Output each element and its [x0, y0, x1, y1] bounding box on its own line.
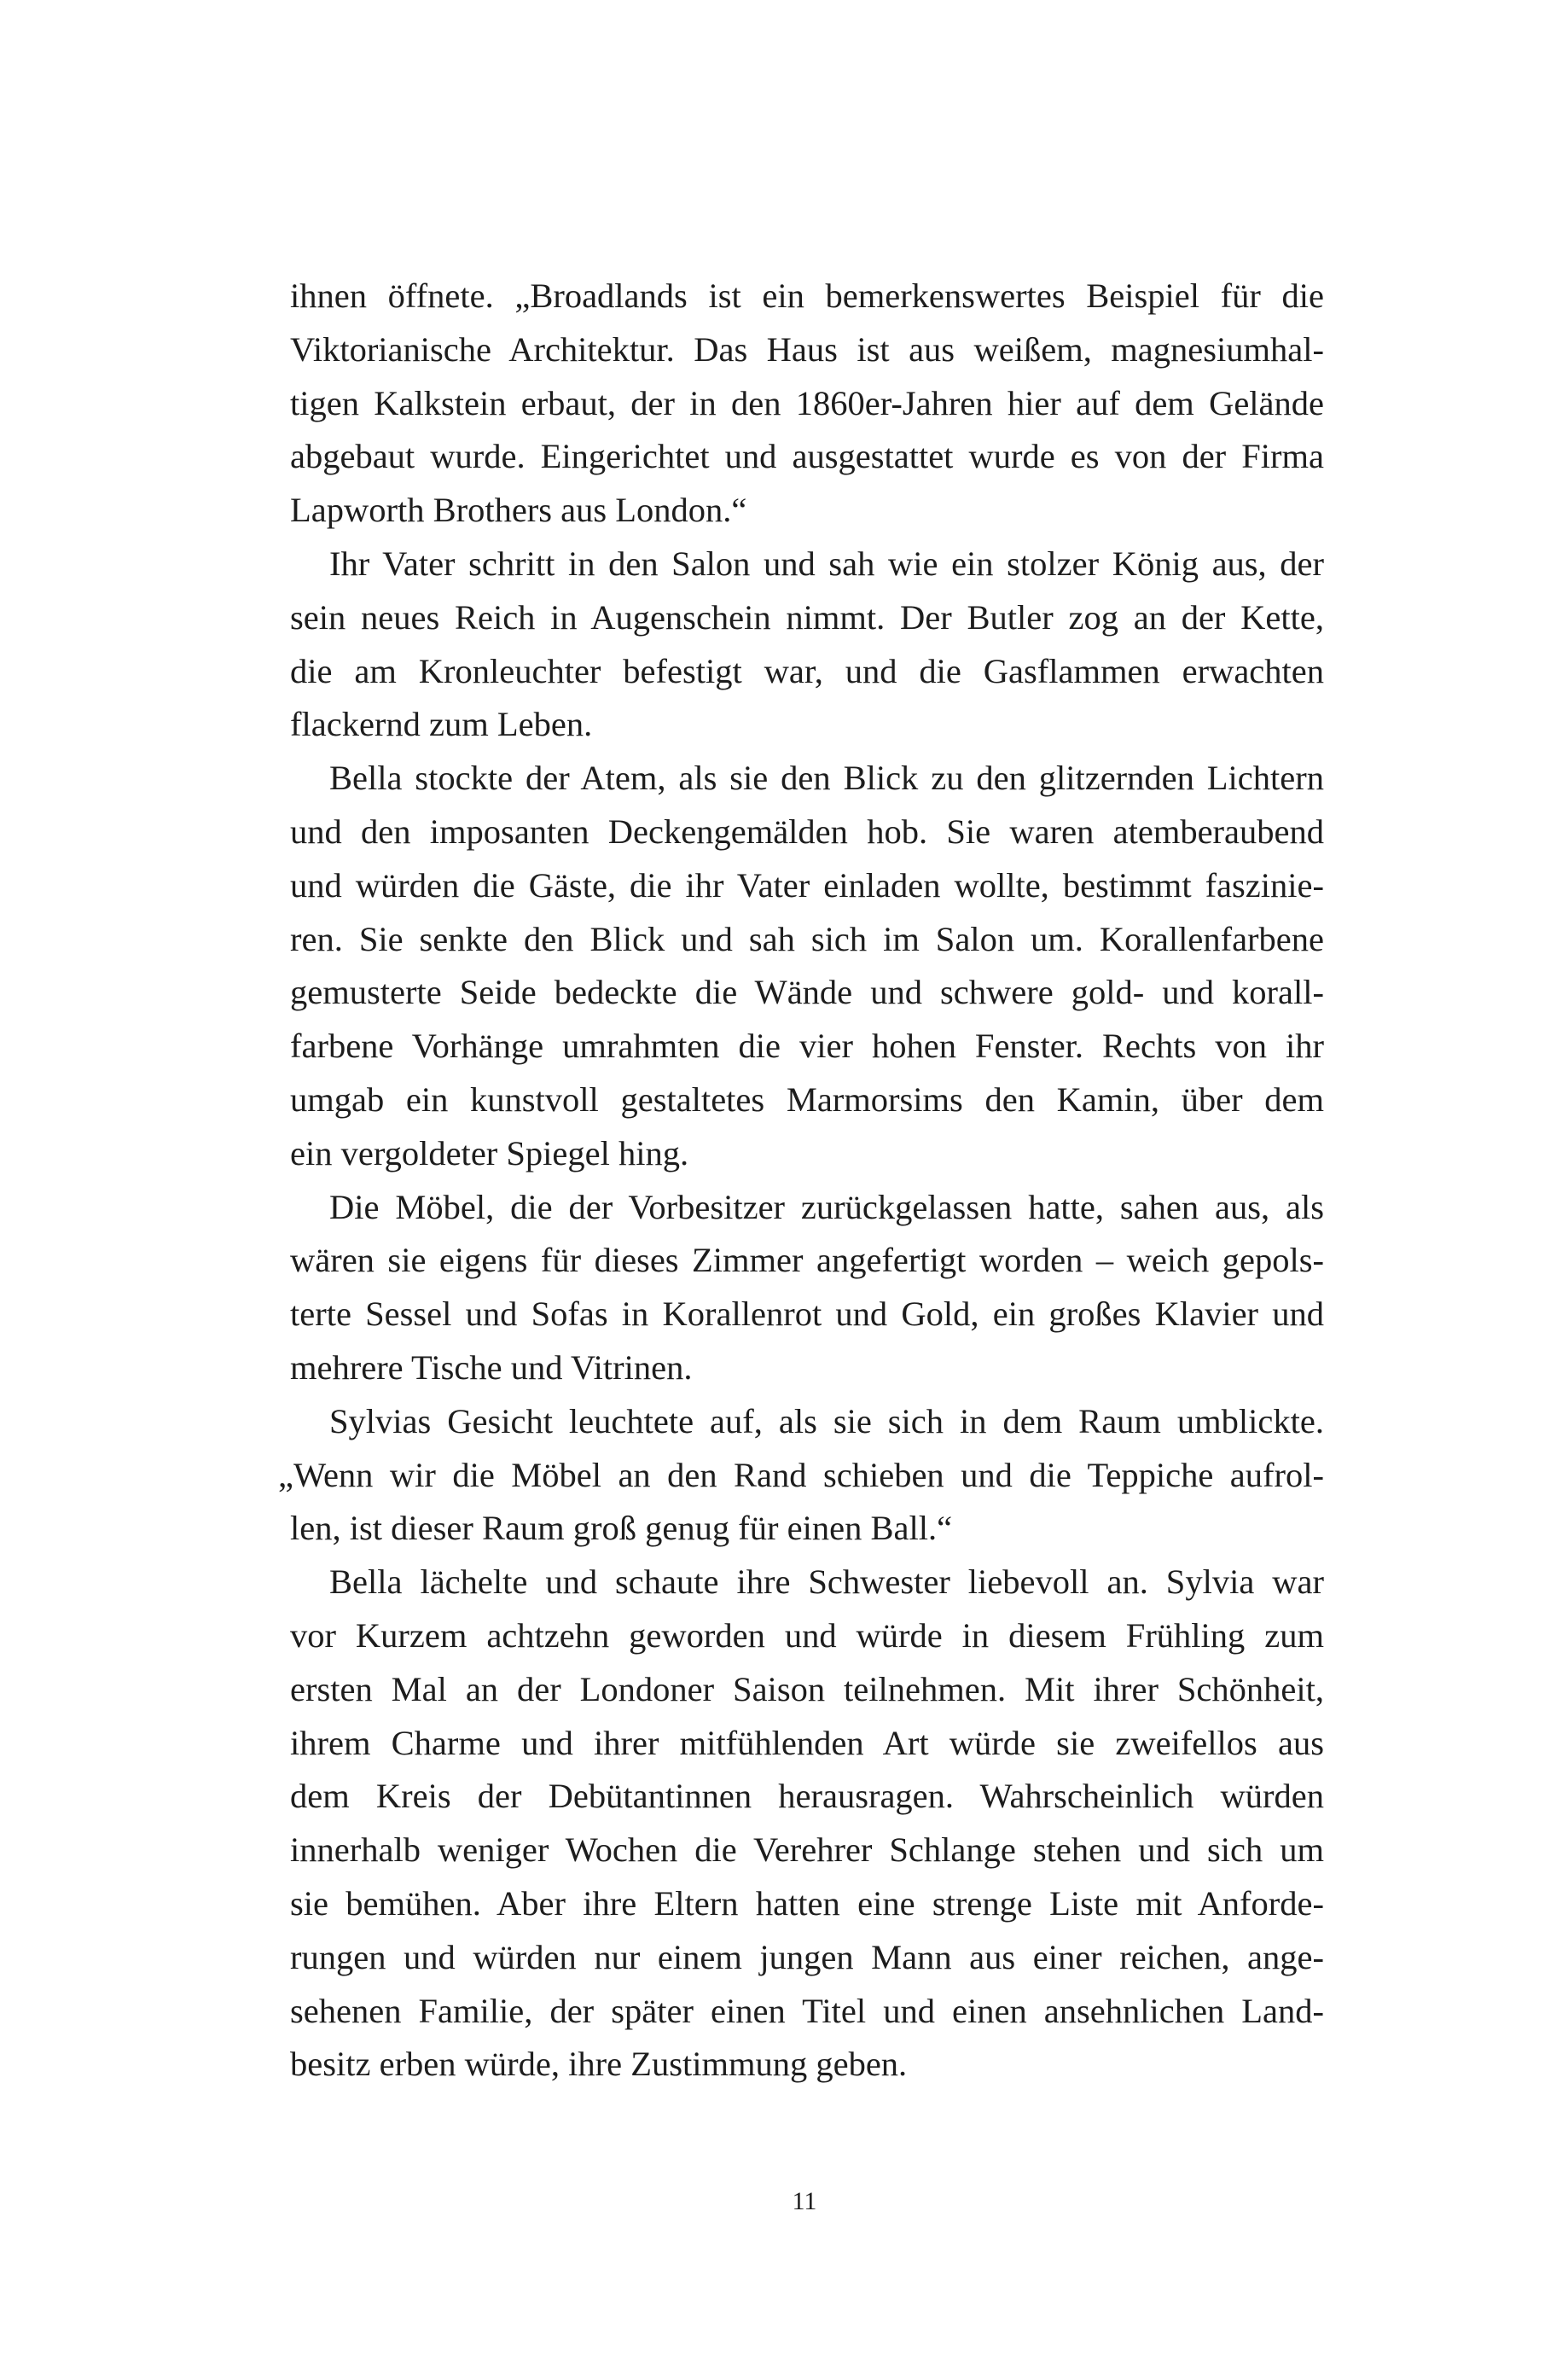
- text-line: ihnen öffnete. „Broadlands ist ein bemerkenswertes Beispiel für die: [290, 276, 1324, 315]
- paragraph: [290, 538, 1324, 752]
- text-line: len, ist dieser Raum groß genug für einen Ball.“: [290, 1509, 953, 1548]
- text-line: die am Kronleuchter befestigt war, und die Gasflammen erwachten: [290, 651, 1324, 690]
- text-line: gemusterte Seide bedeckte die Wände und schwere gold- und korall-: [290, 973, 1324, 1012]
- text-line: wären sie eigens für dieses Zimmer angefertigt worden – weich gepols-: [290, 1241, 1324, 1280]
- paragraph: [290, 270, 1324, 538]
- body-text: [278, 270, 1324, 2092]
- text-line: ihrem Charme und ihrer mitfühlenden Art würde sie zweifellos aus: [290, 1723, 1324, 1762]
- text-line: Lapworth Brothers aus London.“: [290, 491, 747, 530]
- paragraph: [290, 752, 1324, 1180]
- paragraph: [290, 1181, 1324, 1395]
- text-line: Viktorianische Architektur. Das Haus ist aus weißem, magnesiumhal-: [290, 329, 1324, 369]
- text-line: sie bemühen. Aber ihre Eltern hatten eine strenge Liste mit Anforde-: [290, 1883, 1324, 1923]
- text-line: farbene Vorhänge umrahmten die vier hohen Fenster. Rechts von ihr: [290, 1027, 1324, 1066]
- text-line: rungen und würden nur einem jungen Mann aus einer reichen, ange-: [290, 1937, 1324, 1976]
- text-line: ren. Sie senkte den Blick und sah sich im Salon um. Korallenfarbene: [290, 919, 1324, 958]
- text-line: ein vergoldeter Spiegel hing.: [290, 1133, 689, 1172]
- text-line: vor Kurzem achtzehn geworden und würde in diesem Frühling zum: [290, 1615, 1324, 1655]
- text-line: und würden die Gäste, die ihr Vater einladen wollte, bestimmt faszinie-: [290, 865, 1324, 905]
- text-line: sein neues Reich in Augenschein nimmt. Der Butler zog an der Kette,: [290, 597, 1324, 637]
- text-line: Bella lächelte und schaute ihre Schwester liebevoll an. Sylvia war: [329, 1562, 1324, 1602]
- text-line: Die Möbel, die der Vorbesitzer zurückgelassen hatte, sahen aus, als: [329, 1187, 1324, 1226]
- paragraph: [290, 1556, 1324, 2092]
- text-line: abgebaut wurde. Eingerichtet und ausgestattet wurde es von der Firma: [290, 437, 1324, 476]
- text-line: innerhalb weniger Wochen die Verehrer Schlange stehen und sich um: [290, 1830, 1324, 1870]
- text-line: tigen Kalkstein erbaut, der in den 1860er-Jahren hier auf dem Gelände: [290, 383, 1324, 422]
- text-line: terte Sessel und Sofas in Korallenrot und Gold, ein großes Klavier und: [290, 1295, 1324, 1334]
- text-line: Bella stockte der Atem, als sie den Blick zu den glitzernden Lichtern: [329, 759, 1324, 798]
- text-line: mehrere Tische und Vitrinen.: [290, 1347, 693, 1387]
- text-line: umgab ein kunstvoll gestaltetes Marmorsims den Kamin, über dem: [290, 1079, 1324, 1119]
- text-line: flackernd zum Leben.: [290, 705, 593, 744]
- text-line: „Wenn wir die Möbel an den Rand schieben und die Teppiche aufrol-: [278, 1455, 1324, 1494]
- text-line: besitz erben würde, ihre Zustimmung geben.: [290, 2045, 908, 2084]
- text-line: Sylvias Gesicht leuchtete auf, als sie sich in dem Raum umblickte.: [329, 1401, 1324, 1440]
- text-line: ersten Mal an der Londoner Saison teilnehmen. Mit ihrer Schönheit,: [290, 1669, 1324, 1708]
- text-line: sehenen Familie, der später einen Titel und einen ansehnlichen Land-: [290, 1991, 1324, 2030]
- paragraph: [278, 1395, 1324, 1556]
- page-number: 11: [792, 2187, 817, 2215]
- text-line: Ihr Vater schritt in den Salon und sah wie ein stolzer König aus, der: [329, 544, 1324, 583]
- text-line: und den imposanten Deckengemälden hob. Sie waren atemberaubend: [290, 812, 1324, 851]
- text-line: dem Kreis der Debütantinnen herausragen. Wahrscheinlich würden: [290, 1777, 1324, 1816]
